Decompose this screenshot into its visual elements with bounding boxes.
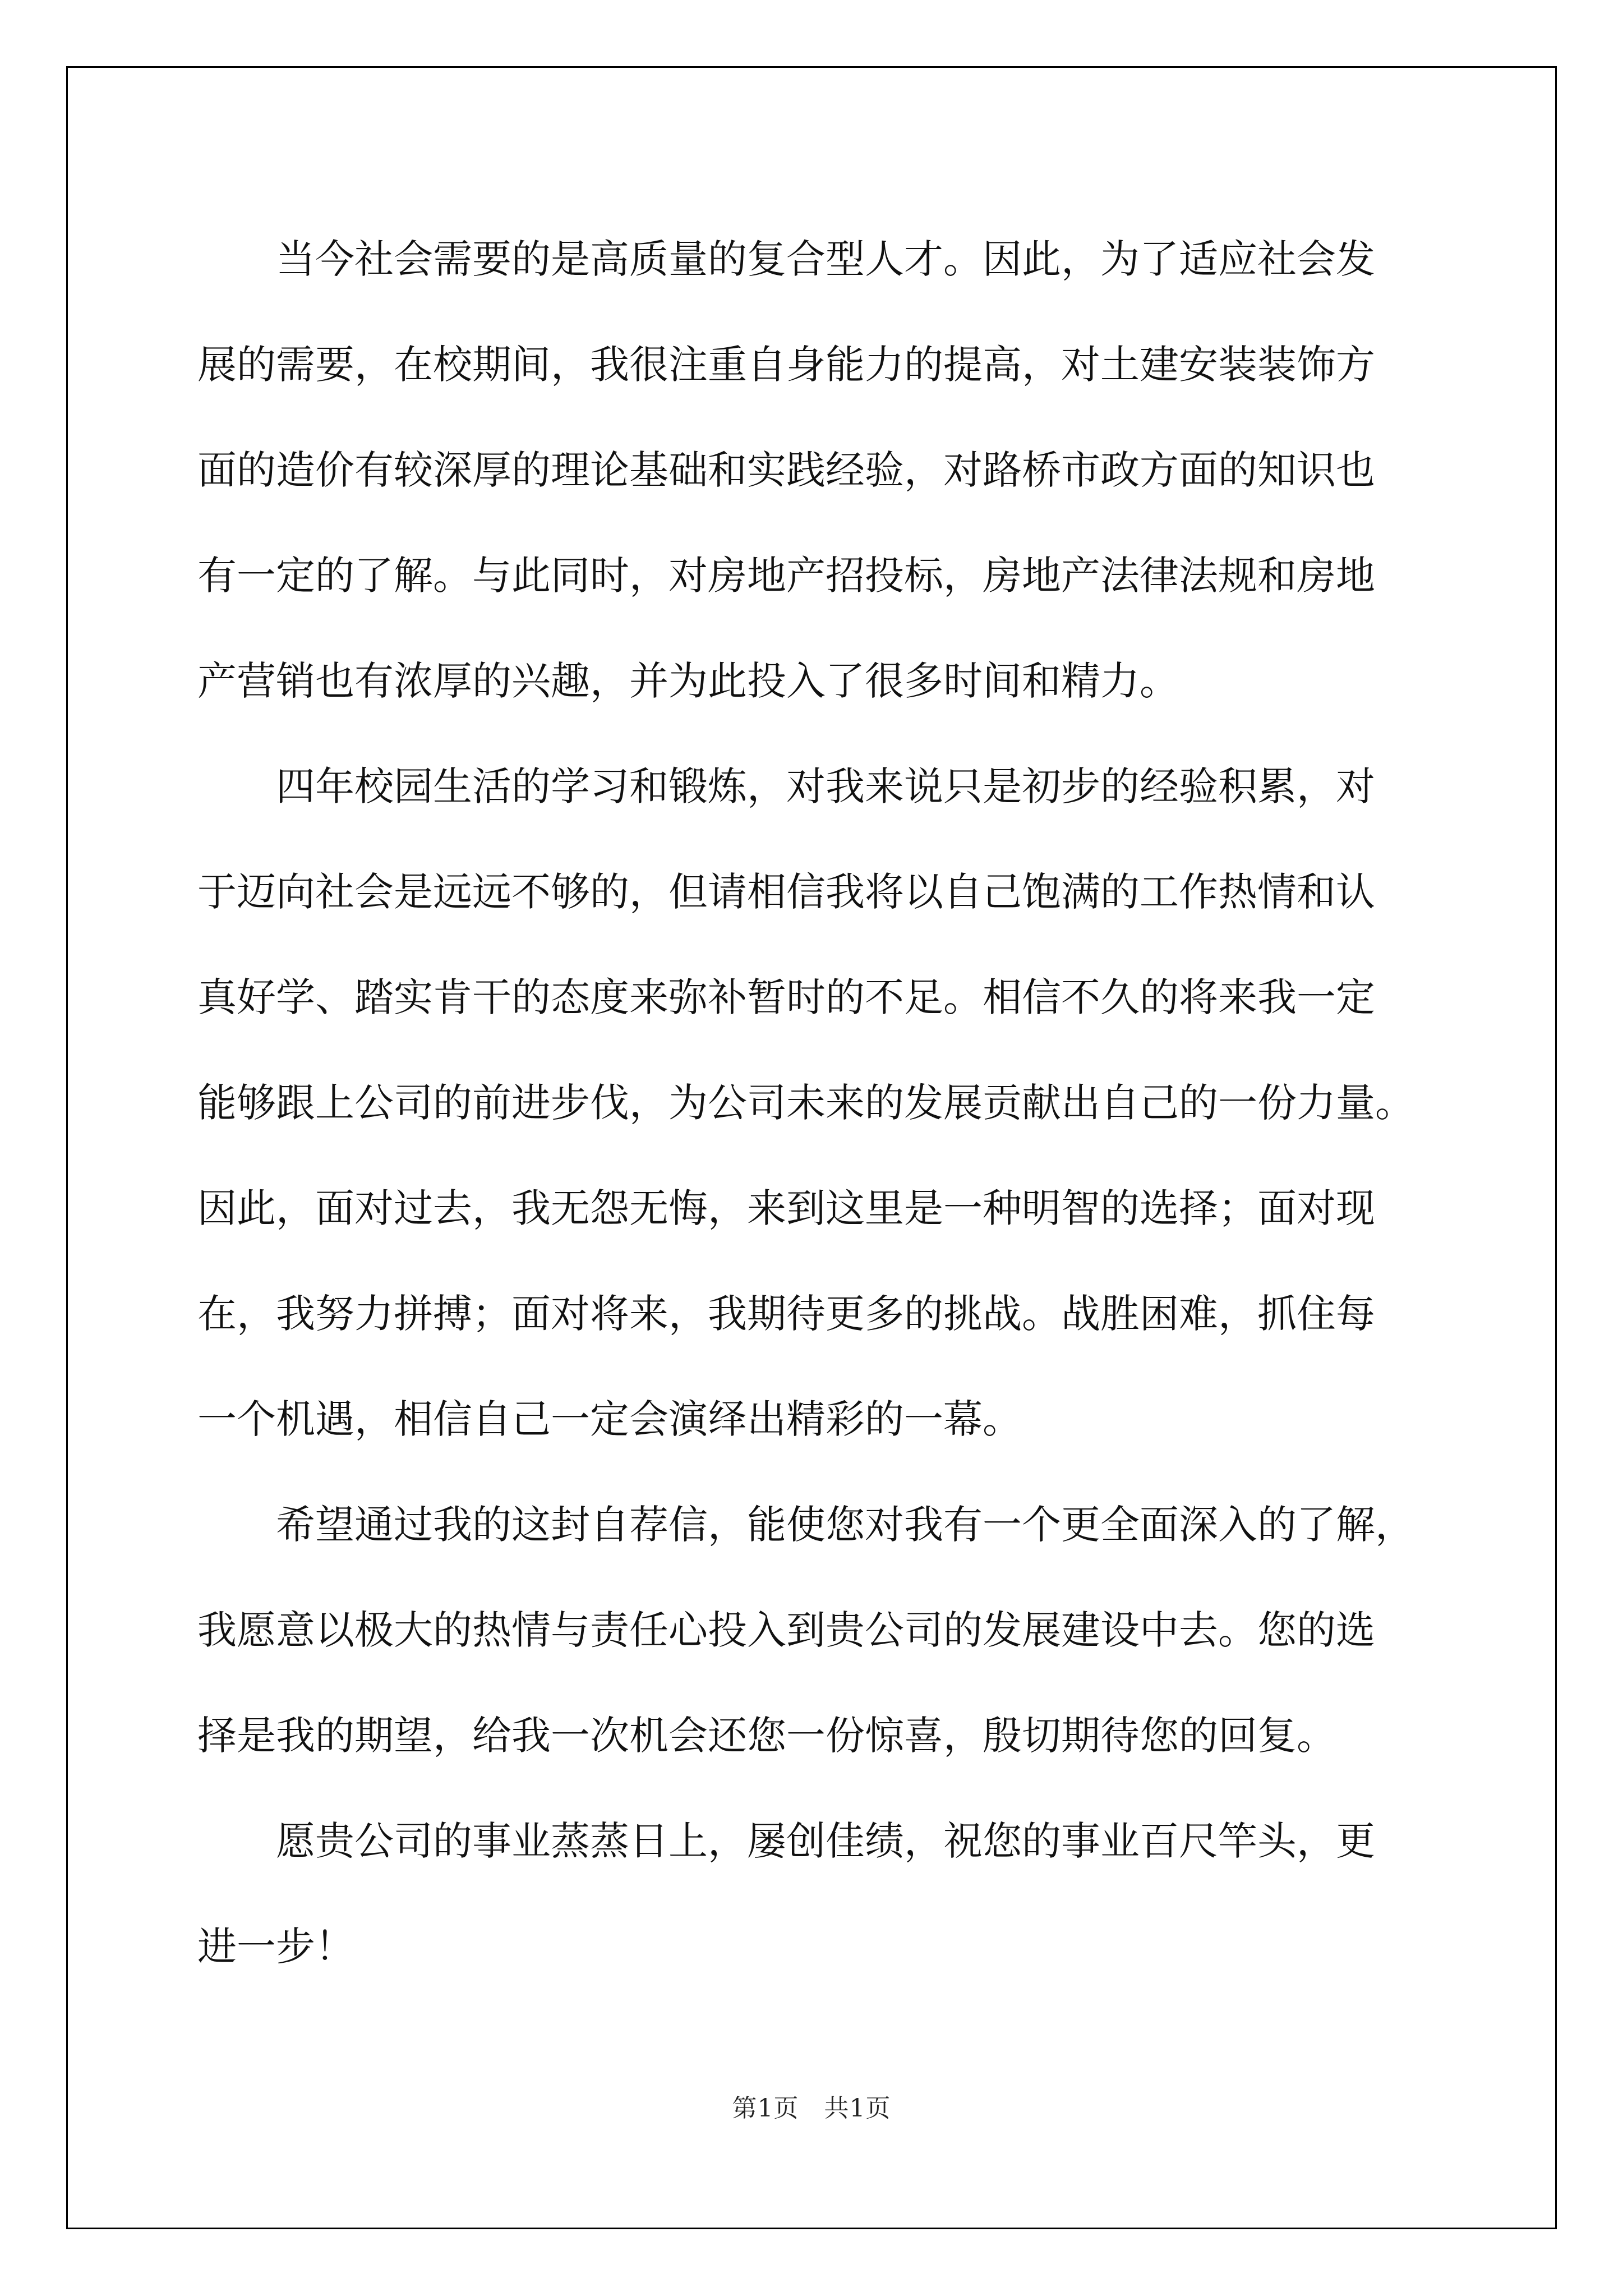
body-line: 因此，面对过去，我无怨无悔，来到这里是一种明智的选择；面对现	[197, 1185, 1375, 1231]
body-line: 进一步！	[197, 1924, 354, 1970]
body-line: 真好学、踏实肯干的态度来弥补暂时的不足。相信不久的将来我一定	[197, 974, 1375, 1020]
letter-body	[197, 206, 1448, 1999]
body-line: 在，我努力拼搏；面对将来，我期待更多的挑战。战胜困难，抓住每	[197, 1291, 1375, 1337]
body-line: 面的造价有较深厚的理论基础和实践经验，对路桥市政方面的知识也	[197, 447, 1375, 493]
body-line: 于迈向社会是远远不够的，但请相信我将以自己饱满的工作热情和认	[197, 869, 1375, 915]
body-line: 四年校园生活的学习和锻炼，对我来说只是初步的经验积累，对	[197, 763, 1375, 809]
body-line: 我愿意以极大的热情与责任心投入到贵公司的发展建设中去。您的选	[197, 1607, 1375, 1653]
body-line: 希望通过我的这封自荐信，能使您对我有一个更全面深入的了解，	[197, 1502, 1414, 1548]
body-line: 展的需要，在校期间，我很注重自身能力的提高，对土建安装装饰方	[197, 342, 1375, 388]
body-line: 能够跟上公司的前进步伐，为公司未来的发展贡献出自己的一份力量。	[197, 1080, 1414, 1126]
body-line: 有一定的了解。与此同时，对房地产招投标，房地产法律法规和房地	[197, 553, 1375, 599]
body-line: 产营销也有浓厚的兴趣，并为此投入了很多时间和精力。	[197, 658, 1179, 704]
body-line: 择是我的期望，给我一次机会还您一份惊喜，殷切期待您的回复。	[197, 1713, 1336, 1759]
body-line: 当今社会需要的是高质量的复合型人才。因此，为了适应社会发	[197, 236, 1375, 282]
body-line: 一个机遇，相信自己一定会演绎出精彩的一幕。	[197, 1396, 1022, 1442]
body-line: 愿贵公司的事业蒸蒸日上，屡创佳绩，祝您的事业百尺竿头，更	[197, 1818, 1375, 1864]
page-number-footer: 第1页 共1页	[732, 2094, 891, 2123]
